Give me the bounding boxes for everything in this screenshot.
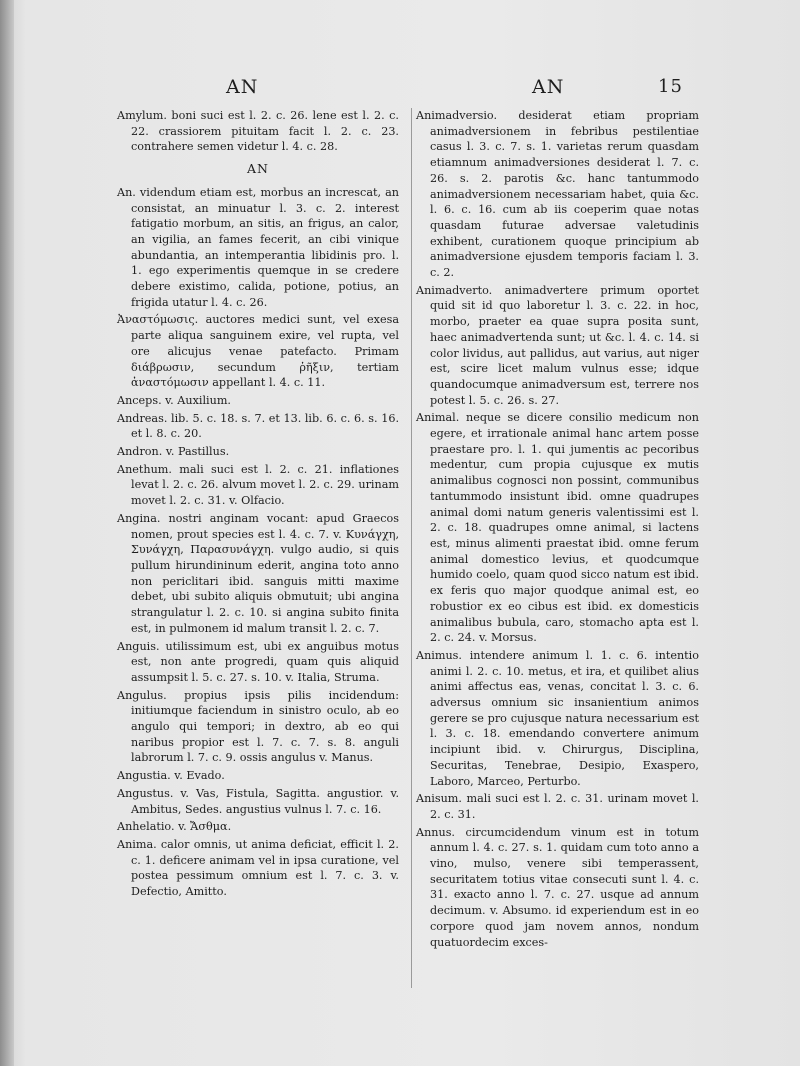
- index-entry: Anguis. utilissimum est, ubi ex anguibus motus est, non ante progredi, quam quis aliquid assumpsit l. 5. c. 27. s. 10. v. Italia, Struma.: [117, 639, 399, 684]
- index-entry: Andron. v. Pastillus.: [117, 445, 230, 459]
- index-entry: Andreas. lib. 5. c. 18. s. 7. et 13. lib. 6. c. 6. s. 16. et l. 8. c. 20.: [117, 411, 399, 441]
- left-column: [117, 108, 399, 902]
- index-entry: Animal. neque se dicere consilio medicum non egere, et irrationale animal hanc artem posse praestare pro. l. 1. qui jumentis ac pecoribus medentur, cum propia cujusque ex mutis animalibus cognosci non possint, communibus tantummodo insistunt ibid. omne quadrupes animal domi natum generis valentissimi est l. 2. c. 18. quadrupes omne animal, si lactens est, minus alimenti praestat ibid. omne ferum animal domestico levius, et quodcumque humido coelo, quam quod sicco natum est ibid. ex feris quo major quodque animal est, eo robustior ex eo cibus est ibid. ex domesticis animalibus bubula, caro, stomacho apta est l. 2. c. 24. v. Morsus.: [416, 411, 699, 645]
- page-number: 15: [658, 76, 683, 97]
- index-entry: Amylum. boni suci est l. 2. c. 26. lene est l. 2. c. 22. crassiorem pituitam facit l. 2. c. 23. contrahere semen videtur l. 4. c. 28.: [117, 109, 399, 154]
- section-heading: AN: [247, 161, 269, 177]
- index-entry: Animadversio. desiderat etiam propriam animadversionem in febribus pestilentiae casus l. 3. c. 7. s. 1. varietas rerum quasdam etiamnum animadversiones desiderat l. 7. c. 26. s. 2. parotis &c. hanc tantummodo animadversionem necessariam habet, quia &c. l. 6. c. 16. cum ab iis coeperim quae notas quasdam futurae adversae valetudinis exhibent, curationem quoque principium ab animadversione ejusdem temporis faciam l. 3. c. 2.: [416, 109, 699, 280]
- index-entry: Animus. intendere animum l. 1. c. 6. intentio animi l. 2. c. 10. metus, et ira, et quilibet alius animi affectus eas, venas, concitat l. 3. c. 6. adversus omnium sic insanientium animos gerere se pro cujusque natura necessarium est l. 3. c. 18. emendando convertere animum incipiunt ibid. v. Chirurgus, Disciplina, Securitas, Tenebrae, Desipio, Exaspero, Laboro, Marceo, Perturbo.: [416, 648, 699, 788]
- running-head-left: AN: [226, 76, 259, 98]
- index-entry: Angustus. v. Vas, Fistula, Sagitta. angustior. v. Ambitus, Sedes. angustius vulnus l. 7. c. 16.: [117, 786, 399, 816]
- page-header: [0, 76, 800, 102]
- index-entry: Animadverto. animadvertere primum oportet quid sit id quo laboretur l. 3. c. 22. in hoc, morbo, praeter ea quae supra posita sunt, haec animadvertenda sunt; ut &c. l. 4. c. 14. si color lividus, aut pallidus, aut varius, aut niger est, scire licet malum vulnus esse; idque quandocumque animadversum est, terrere nos potest l. 5. c. 26. s. 27.: [416, 283, 699, 407]
- index-entry: Angina. nostri anginam vocant: apud Graecos nomen, prout species est l. 4. c. 7. v. Κυνάγχη, Συνάγχη, Παρασυνάγχη. vulgo audio, si quis pullum hirundininum ederit, angina toto anno non periclitari ibid. sanguis mitti maxime debet, ubi subito aliquis obmutuit; ubi angina strangulatur l. 2. c. 10. si angina subito finita est, in pulmonem id malum transit l. 2. c. 7.: [117, 511, 399, 635]
- index-entry: Anima. calor omnis, ut anima deficiat, efficit l. 2. c. 1. deficere animam vel in ipsa curatione, vel postea pessimum omnium est l. 7. c. 3. v. Defectio, Amitto.: [117, 837, 399, 899]
- binding-shadow: [0, 0, 14, 1066]
- running-head-right: AN: [532, 76, 565, 98]
- index-entry: An. videndum etiam est, morbus an increscat, an consistat, an minuatur l. 3. c. 2. interest fatigatio morbum, an sitis, an frigus, an calor, an vigilia, an fames fecerit, an cibi vinique abundantia, an intemperantia libidinis pro. l. 1. ego experimentis quemque in se credere debere existimo, calida, potione, potius, an frigida utatur l. 4. c. 26.: [117, 185, 399, 309]
- index-entry: Anhelatio. v. Ἄσθμα.: [117, 820, 232, 834]
- index-entry: Angulus. propius ipsis pilis incidendum: initiumque faciendum in sinistro oculo, ab eo angulo qui tempori; in dextro, ab eo qui naribus propior est l. 7. c. 7. s. 8. anguli labrorum l. 7. c. 9. ossis angulus v. Manus.: [117, 688, 399, 765]
- index-entry: Annus. circumcidendum vinum est in totum annum l. 4. c. 27. s. 1. quidam cum toto anno a vino, mulso, venere sibi temperassent, securitatem totius vitae consecuti sunt l. 4. c. 31. exacto anno l. 7. c. 27. usque ad annum decimum. v. Absumo. id experiendum est in eo corpore quod jam novem annos, nondum quatuordecim exces-: [416, 825, 699, 949]
- right-column: [411, 108, 699, 988]
- index-entry: Anceps. v. Auxilium.: [117, 393, 231, 407]
- index-entry: Anethum. mali suci est l. 2. c. 21. inflationes levat l. 2. c. 26. alvum movet l. 2. c. 29. urinam movet l. 2. c. 31. v. Olfacio.: [117, 462, 399, 508]
- index-entry: Angustia. v. Evado.: [117, 769, 225, 783]
- index-entry: Anisum. mali suci est l. 2. c. 31. urinam movet l. 2. c. 31.: [416, 792, 699, 821]
- index-entry: Ἀναστόμωσις. auctores medici sunt, vel exesa parte aliqua sanguinem exire, vel rupta, vel ore alicujus venae patefacto. Primam διάβρωσιν, secundum ῥῆξιν, tertiam ἀναστόμωσιν appellant l. 4. c. 11.: [117, 313, 399, 390]
